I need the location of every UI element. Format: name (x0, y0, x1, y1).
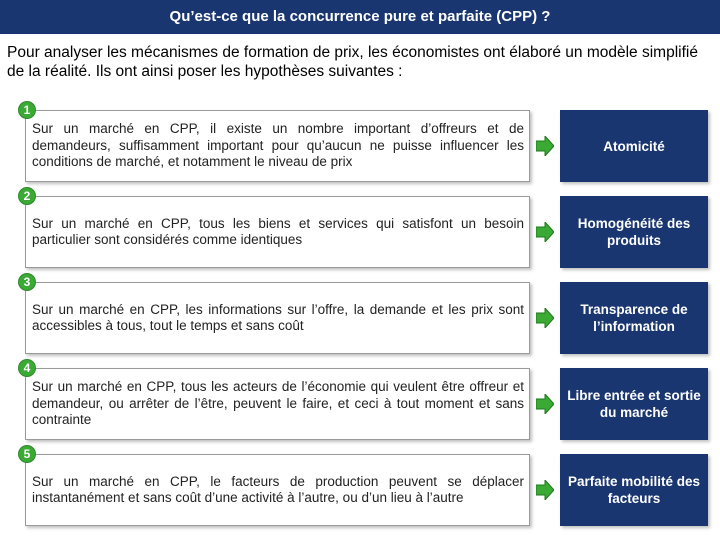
green-arrow-icon (536, 480, 554, 500)
hypothesis-description-box (25, 368, 530, 440)
hypothesis-label-box (560, 282, 708, 354)
slide-title: Qu’est-ce que la concurrence pure et parfaite (CPP) ? (0, 0, 720, 34)
hypothesis-description: Sur un marché en CPP, le facteurs de production peuvent se déplacer instantanément et sans coût d’une activité à l’autre, ou d’un lieu à l’autre (32, 473, 524, 505)
step-number-badge: 4 (19, 360, 35, 376)
hypothesis-description-box (25, 282, 530, 354)
hypothesis-description: Sur un marché en CPP, les informations sur l’offre, la demande et les prix sont accessibles à tous, tout le temps et sans coût (32, 301, 524, 333)
green-arrow-icon (536, 394, 554, 414)
hypothesis-description: Sur un marché en CPP, tous les acteurs de l’économie qui veulent être offreur et demandeur, ou arrêter de l’être, peuvent le faire, et ceci à tout moment et sans contrainte (32, 379, 524, 428)
intro-text: Pour analyser les mécanismes de formation de prix, les économistes ont élaboré un modèle simplifié de la réalité. Ils ont ainsi poser les hypothèses suivantes : (7, 44, 698, 80)
hypothesis-description: Sur un marché en CPP, il existe un nombre important d’offreurs et de demandeurs, suffisamment important pour qu’aucun ne puisse influencer les conditions de marché, et notamment le niveau de prix (32, 121, 524, 170)
hypothesis-row-1 (0, 103, 720, 196)
hypothesis-label-box (560, 368, 708, 440)
green-arrow-icon (536, 308, 554, 328)
hypothesis-description-box (25, 110, 530, 182)
hypothesis-label-box (560, 454, 708, 526)
hypothesis-row-2 (0, 189, 720, 282)
hypothesis-label-box (560, 196, 708, 268)
step-number-badge: 1 (19, 102, 35, 118)
hypothesis-label: Libre entrée et sortie du marché (567, 388, 701, 420)
hypothesis-label: Homogénéité des produits (577, 216, 691, 248)
hypothesis-description: Sur un marché en CPP, tous les biens et services qui satisfont un besoin particulier sont considérés comme identiques (32, 215, 524, 247)
hypothesis-label: Transparence de l’information (580, 302, 688, 334)
step-number-badge: 3 (19, 274, 35, 290)
hypothesis-label: Parfaite mobilité des facteurs (567, 474, 701, 506)
hypothesis-description-box (25, 454, 530, 526)
step-number-badge: 5 (19, 446, 35, 462)
hypothesis-description-box (25, 196, 530, 268)
step-number-badge: 2 (19, 188, 35, 204)
hypothesis-row-3 (0, 275, 720, 368)
green-arrow-icon (536, 136, 554, 156)
hypothesis-row-4 (0, 361, 720, 454)
hypothesis-label-box (560, 110, 708, 182)
hypothesis-row-5 (0, 447, 720, 540)
green-arrow-icon (536, 222, 554, 242)
hypothesis-label: Atomicité (603, 138, 665, 154)
